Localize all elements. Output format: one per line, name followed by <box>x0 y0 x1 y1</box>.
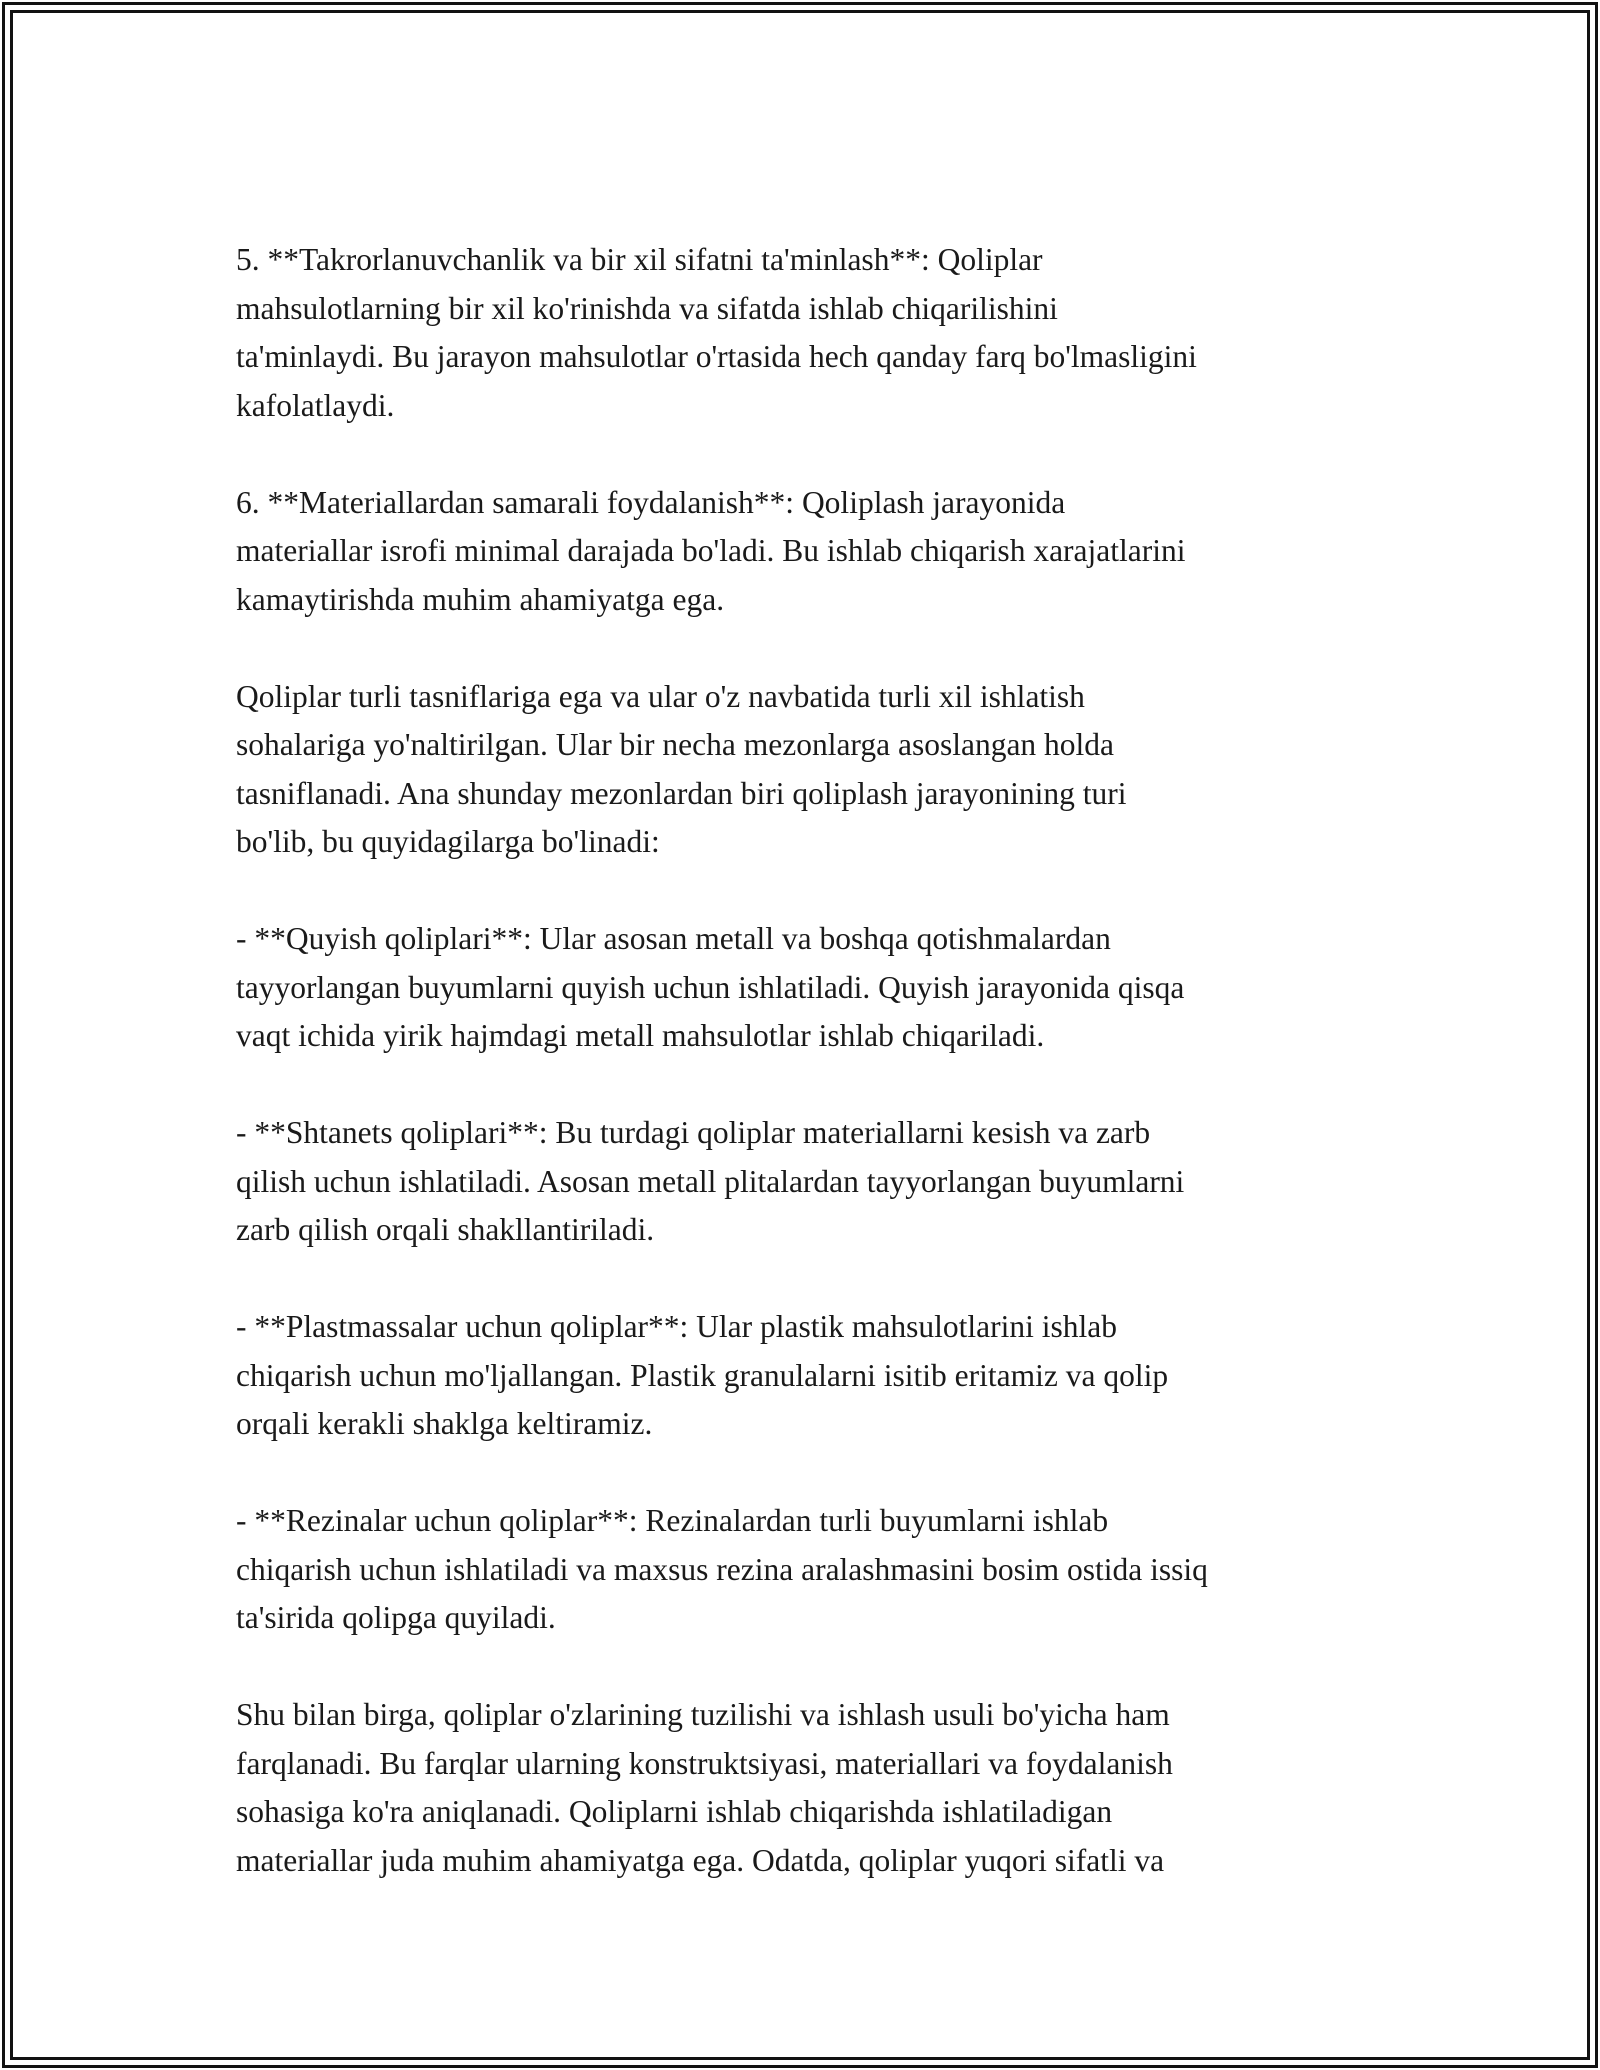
list-item-casting-molds: - **Quyish qoliplari**: Ular asosan metall va boshqa qotishmalardan tayyorlangan buyumlarni quyish uchun ishlatiladi. Quyish jarayonida qisqa vaqt ichida yirik hajmdagi metall mahsulotlar ishlab chiqariladi. <box>236 921 1185 1053</box>
document-body <box>236 236 1386 1885</box>
paragraph-structure-differences: Shu bilan birga, qoliplar o'zlarining tuzilishi va ishlash usuli bo'yicha ham farqlanadi. Bu farqlar ularning konstruktsiyasi, materiallari va foydalanish sohasiga ko'ra aniqlanadi. Qoliplarni ishlab chiqarishda ishlatiladigan materiallar juda muhim ahamiyatga ega. Odatda, qoliplar yuqori sifatli va <box>236 1697 1173 1878</box>
list-item-stamping-dies: - **Shtanets qoliplari**: Bu turdagi qoliplar materiallarni kesish va zarb qilish uchun ishlatiladi. Asosan metall plitalardan tayyorlangan buyumlarni zarb qilish orqali shakllantiriladi. <box>236 1115 1185 1247</box>
paragraph-item-5: 5. **Takrorlanuvchanlik va bir xil sifatni ta'minlash**: Qoliplar mahsulotlarning bir xil ko'rinishda va sifatda ishlab chiqarilishini ta'minlaydi. Bu jarayon mahsulotlar o'rtasida hech qanday farq bo'lmasligini kafolatlaydi. <box>236 242 1197 423</box>
paragraph-classification-intro: Qoliplar turli tasniflariga ega va ular o'z navbatida turli xil ishlatish sohalariga yo'naltirilgan. Ular bir necha mezonlarga asoslangan holda tasniflanadi. Ana shunday mezonlardan biri qoliplash jarayonining turi bo'lib, bu quyidagilarga bo'linadi: <box>236 678 1127 859</box>
list-item-plastic-molds: - **Plastmassalar uchun qoliplar**: Ular plastik mahsulotlarini ishlab chiqarish uchun mo'ljallangan. Plastik granulalarni isitib eritamiz va qolip orqali kerakli shaklga keltiramiz. <box>236 1309 1169 1441</box>
paragraph-item-6: 6. **Materiallardan samarali foydalanish**: Qoliplash jarayonida materiallar isrofi minimal darajada bo'ladi. Bu ishlab chiqarish xarajatlarini kamaytirishda muhim ahamiyatga ega. <box>236 484 1186 617</box>
list-item-rubber-molds: - **Rezinalar uchun qoliplar**: Rezinalardan turli buyumlarni ishlab chiqarish uchun ishlatiladi va maxsus rezina aralashmasini bosim ostida issiq ta'sirida qolipga quyiladi. <box>236 1503 1208 1635</box>
